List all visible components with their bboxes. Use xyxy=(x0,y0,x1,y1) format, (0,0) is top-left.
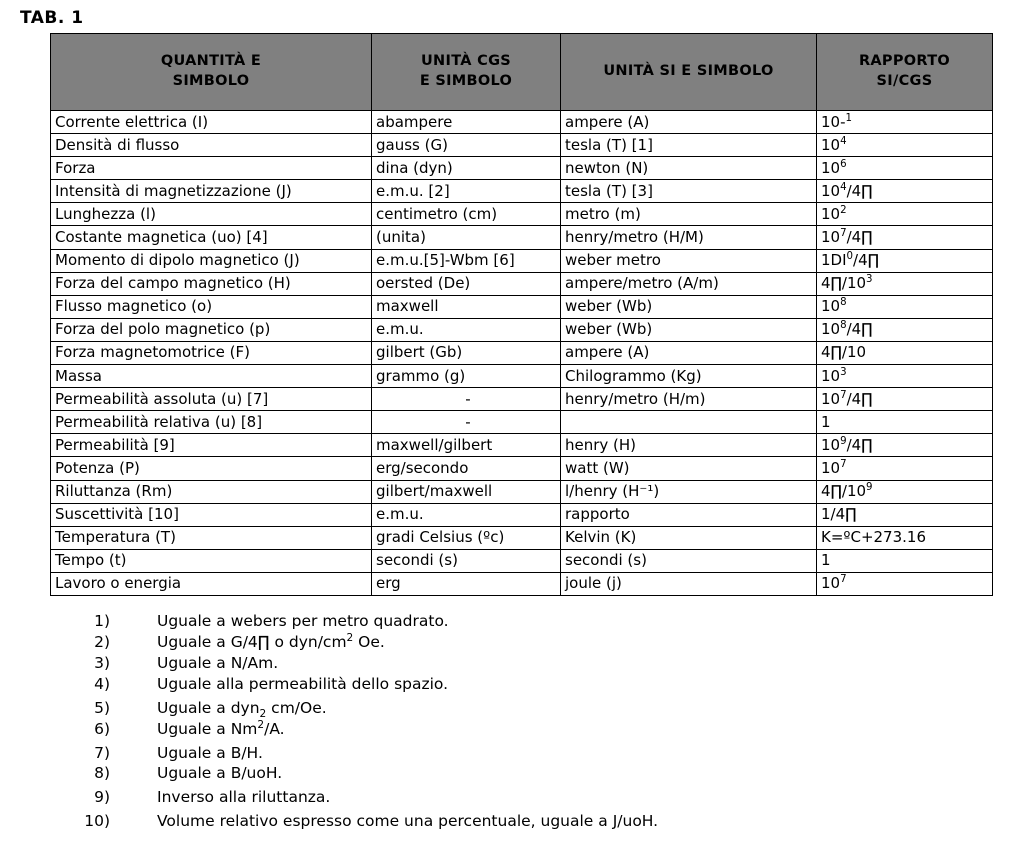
cell-cgs: gilbert (Gb) xyxy=(372,341,561,364)
footnote-text-pre: Uguale a Nm xyxy=(157,719,258,738)
table-row xyxy=(51,249,993,272)
column-header-si xyxy=(561,34,817,111)
cell-si: watt (W) xyxy=(561,457,817,480)
column-header-si-line1: UNITÀ SI E SIMBOLO xyxy=(603,63,774,80)
table-row xyxy=(51,434,993,457)
cell-si: newton (N) xyxy=(561,157,817,180)
ratio-tail: /4∏ xyxy=(846,181,873,200)
ratio-exponent: 7 xyxy=(840,228,847,240)
ratio-base: 10 xyxy=(821,181,841,200)
cell-cgs: centimetro (cm) xyxy=(372,203,561,226)
ratio-base: 10 xyxy=(821,574,841,593)
cell-ratio xyxy=(817,572,993,595)
footnote-number: 4) xyxy=(94,674,110,693)
footnote-superscript: 2 xyxy=(346,631,354,644)
cell-ratio xyxy=(817,272,993,295)
cell-ratio xyxy=(817,388,993,411)
cell-si: weber metro xyxy=(561,249,817,272)
cell-ratio xyxy=(817,549,993,572)
cell-quantity: Permeabilità assoluta (u) [7] xyxy=(51,388,372,411)
footnote-item xyxy=(50,653,990,674)
table-row xyxy=(51,341,993,364)
cell-si: ampere (A) xyxy=(561,111,817,134)
column-header-ratio xyxy=(817,34,993,111)
cell-ratio xyxy=(817,180,993,203)
cell-cgs: maxwell xyxy=(372,295,561,318)
cell-si: rapporto xyxy=(561,503,817,526)
ratio-exponent: 7 xyxy=(840,574,847,586)
footnote-text: Uguale a B/H. xyxy=(157,743,263,762)
ratio-base: 1 xyxy=(821,551,831,570)
footnote-item xyxy=(50,632,990,653)
table-row xyxy=(51,318,993,341)
ratio-exponent: 2 xyxy=(840,204,847,216)
cell-cgs: secondi (s) xyxy=(372,549,561,572)
table-row xyxy=(51,111,993,134)
cell-quantity: Permeabilità [9] xyxy=(51,434,372,457)
cell-cgs: erg xyxy=(372,572,561,595)
cell-si: Chilogrammo (Kg) xyxy=(561,365,817,388)
cell-cgs: - xyxy=(372,411,561,434)
footnote-text: Volume relativo espresso come una percentuale, uguale a J/uoH. xyxy=(157,812,659,831)
cell-cgs: maxwell/gilbert xyxy=(372,434,561,457)
cell-quantity: Permeabilità relativa (u) [8] xyxy=(51,411,372,434)
ratio-base: 1/4∏ xyxy=(821,505,857,524)
ratio-exponent: 1 xyxy=(845,112,852,124)
cell-cgs: e.m.u. xyxy=(372,503,561,526)
footnote-item xyxy=(50,719,990,740)
table-row xyxy=(51,503,993,526)
ratio-base: 1 xyxy=(821,412,831,431)
ratio-base: 10 xyxy=(821,435,841,454)
footnote-text-pre: Uguale a G/4∏ o dyn/cm xyxy=(157,632,347,651)
cell-quantity: Lunghezza (l) xyxy=(51,203,372,226)
table-row xyxy=(51,134,993,157)
units-conversion-table xyxy=(50,33,993,596)
table-row xyxy=(51,272,993,295)
cell-ratio xyxy=(817,249,993,272)
ratio-tail: /4∏ xyxy=(846,228,873,247)
cell-ratio xyxy=(817,526,993,549)
cell-cgs: e.m.u. xyxy=(372,318,561,341)
ratio-exponent: 3 xyxy=(866,274,873,286)
footnote-text: Uguale a webers per metro quadrato. xyxy=(157,612,449,630)
ratio-tail: /4∏ xyxy=(853,251,879,270)
page-title: TAB. 1 xyxy=(20,8,84,28)
cell-si: l/henry (H⁻¹) xyxy=(561,480,817,503)
footnote-text: Inverso alla riluttanza. xyxy=(157,788,331,807)
table-row xyxy=(51,572,993,595)
footnote-item xyxy=(50,811,990,832)
footnote-text-post: cm/Oe. xyxy=(266,698,327,717)
cell-si: secondi (s) xyxy=(561,549,817,572)
footnote-text-post: /A. xyxy=(264,719,285,738)
cell-si: tesla (T) [1] xyxy=(561,134,817,157)
table-body xyxy=(51,111,993,596)
ratio-base: 10 xyxy=(821,135,841,154)
cell-cgs: erg/secondo xyxy=(372,457,561,480)
cell-si: henry/metro (H/m) xyxy=(561,388,817,411)
ratio-exponent: 7 xyxy=(840,458,847,470)
cell-cgs: oersted (De) xyxy=(372,272,561,295)
footnote-text-post: Oe. xyxy=(353,632,385,651)
ratio-exponent: 4 xyxy=(840,135,847,147)
cell-si: weber (Wb) xyxy=(561,318,817,341)
cell-quantity: Momento di dipolo magnetico (J) xyxy=(51,249,372,272)
footnote-number: 5) xyxy=(94,698,110,717)
cell-ratio xyxy=(817,503,993,526)
ratio-tail: /4∏ xyxy=(846,320,873,339)
footnote-text: Uguale alla permeabilità dello spazio. xyxy=(157,674,449,693)
cell-quantity: Intensità di magnetizzazione (J) xyxy=(51,180,372,203)
footnote-text xyxy=(157,698,327,719)
footnote-item xyxy=(50,674,990,695)
cell-ratio xyxy=(817,203,993,226)
table-row xyxy=(51,295,993,318)
footnote-subscript: 2 xyxy=(259,707,267,720)
footnote-text: Uguale a N/Am. xyxy=(157,653,279,672)
cell-quantity: Corrente elettrica (I) xyxy=(51,111,372,134)
ratio-base: 10 xyxy=(821,366,841,385)
column-header-ratio-line2: SI/CGS xyxy=(876,73,933,89)
ratio-base: K=ºC+273.16 xyxy=(821,528,926,547)
column-header-quantity-line2: SIMBOLO xyxy=(172,73,250,89)
cell-ratio xyxy=(817,226,993,249)
cell-si: metro (m) xyxy=(561,203,817,226)
ratio-base: 10 xyxy=(821,320,841,339)
cell-quantity: Suscettività [10] xyxy=(51,503,372,526)
table-row xyxy=(51,226,993,249)
cell-quantity: Massa xyxy=(51,365,372,388)
ratio-base: 4∏/10 xyxy=(821,274,867,293)
cell-ratio xyxy=(817,318,993,341)
cell-ratio xyxy=(817,295,993,318)
cell-quantity: Lavoro o energia xyxy=(51,572,372,595)
table-row xyxy=(51,365,993,388)
column-header-ratio-line1: RAPPORTO xyxy=(858,53,951,70)
footnote-number: 10) xyxy=(84,812,110,831)
cell-si xyxy=(561,411,817,434)
cell-quantity: Forza del polo magnetico (p) xyxy=(51,318,372,341)
table-row xyxy=(51,457,993,480)
cell-ratio xyxy=(817,134,993,157)
ratio-base: 10 xyxy=(821,158,841,177)
cell-ratio xyxy=(817,365,993,388)
cell-cgs: e.m.u. [2] xyxy=(372,180,561,203)
cell-si: henry (H) xyxy=(561,434,817,457)
ratio-exponent: 3 xyxy=(840,366,847,378)
ratio-tail: /4∏ xyxy=(846,389,873,408)
ratio-base: 10 xyxy=(821,204,841,223)
cell-cgs: dina (dyn) xyxy=(372,157,561,180)
ratio-exponent: 9 xyxy=(866,482,873,494)
table-header-row xyxy=(51,34,993,111)
footnote-item xyxy=(50,743,990,764)
footnote-number: 6) xyxy=(94,719,110,738)
footnote-text xyxy=(157,632,385,653)
cell-quantity: Potenza (P) xyxy=(51,457,372,480)
cell-quantity: Tempo (t) xyxy=(51,549,372,572)
cell-quantity: Forza magnetomotrice (F) xyxy=(51,341,372,364)
column-header-cgs-line2: E SIMBOLO xyxy=(419,73,513,89)
column-header-quantity xyxy=(51,34,372,111)
cell-quantity: Densità di flusso xyxy=(51,134,372,157)
cell-cgs: e.m.u.[5]-Wbm [6] xyxy=(372,249,561,272)
cell-si: Kelvin (K) xyxy=(561,526,817,549)
table-row xyxy=(51,526,993,549)
footnote-number: 8) xyxy=(94,764,110,783)
cell-ratio xyxy=(817,157,993,180)
column-header-cgs xyxy=(372,34,561,111)
table-row xyxy=(51,388,993,411)
footnote-item xyxy=(50,698,990,719)
column-header-quantity-line1: QUANTITÀ E xyxy=(160,53,262,70)
ratio-exponent: 0 xyxy=(846,251,854,263)
ratio-exponent: 6 xyxy=(840,158,847,170)
ratio-exponent: 8 xyxy=(840,320,847,332)
cell-si: tesla (T) [3] xyxy=(561,180,817,203)
cell-cgs: gradi Celsius (ºc) xyxy=(372,526,561,549)
cell-si: joule (j) xyxy=(561,572,817,595)
footnote-text-pre: Uguale a dyn xyxy=(157,698,260,717)
cell-cgs: (unita) xyxy=(372,226,561,249)
ratio-base: 10 xyxy=(821,389,841,408)
cell-si: ampere/metro (A/m) xyxy=(561,272,817,295)
cell-cgs: gauss (G) xyxy=(372,134,561,157)
cell-ratio xyxy=(817,457,993,480)
ratio-exponent: 7 xyxy=(840,389,847,401)
footnote-number: 9) xyxy=(94,788,110,807)
cell-ratio xyxy=(817,434,993,457)
footnote-superscript: 2 xyxy=(257,718,265,731)
ratio-base: 4∏/10 xyxy=(821,482,867,501)
cell-cgs: grammo (g) xyxy=(372,365,561,388)
cell-cgs: gilbert/maxwell xyxy=(372,480,561,503)
cell-quantity: Temperatura (T) xyxy=(51,526,372,549)
cell-quantity: Forza xyxy=(51,157,372,180)
footnote-number: 7) xyxy=(94,743,110,762)
cell-si: henry/metro (H/M) xyxy=(561,226,817,249)
cell-quantity: Riluttanza (Rm) xyxy=(51,480,372,503)
cell-cgs: abampere xyxy=(372,111,561,134)
cell-cgs: - xyxy=(372,388,561,411)
ratio-exponent: 4 xyxy=(840,181,847,193)
ratio-base: 10 xyxy=(821,228,841,247)
footnote-number: 2) xyxy=(94,632,110,651)
footnote-item xyxy=(50,611,990,632)
table-row xyxy=(51,411,993,434)
cell-quantity: Forza del campo magnetico (H) xyxy=(51,272,372,295)
footnote-text xyxy=(157,719,285,740)
footnote-number: 3) xyxy=(94,653,110,672)
footnote-number: 1) xyxy=(94,612,110,630)
cell-ratio xyxy=(817,341,993,364)
table-row xyxy=(51,203,993,226)
cell-ratio xyxy=(817,480,993,503)
table-row xyxy=(51,480,993,503)
table-header xyxy=(51,34,993,111)
cell-si: weber (Wb) xyxy=(561,295,817,318)
cell-quantity: Costante magnetica (uo) [4] xyxy=(51,226,372,249)
footnote-text: Uguale a B/uoH. xyxy=(157,764,283,783)
ratio-exponent: 8 xyxy=(840,297,847,309)
table-row xyxy=(51,549,993,572)
cell-si: ampere (A) xyxy=(561,341,817,364)
footnote-item xyxy=(50,787,990,808)
ratio-base: 10- xyxy=(821,112,846,131)
ratio-base: 10 xyxy=(821,297,841,316)
ratio-base: 4∏/10 xyxy=(821,343,867,362)
cell-ratio xyxy=(817,111,993,134)
cell-quantity: Flusso magnetico (o) xyxy=(51,295,372,318)
table-row xyxy=(51,180,993,203)
ratio-base: 1DI xyxy=(821,251,847,270)
ratio-base: 10 xyxy=(821,458,841,477)
table-row xyxy=(51,157,993,180)
ratio-tail: /4∏ xyxy=(846,435,873,454)
cell-ratio xyxy=(817,411,993,434)
ratio-exponent: 9 xyxy=(840,435,847,447)
footnote-item xyxy=(50,763,990,784)
footnotes-list xyxy=(50,608,990,832)
column-header-cgs-line1: UNITÀ CGS xyxy=(420,53,512,70)
